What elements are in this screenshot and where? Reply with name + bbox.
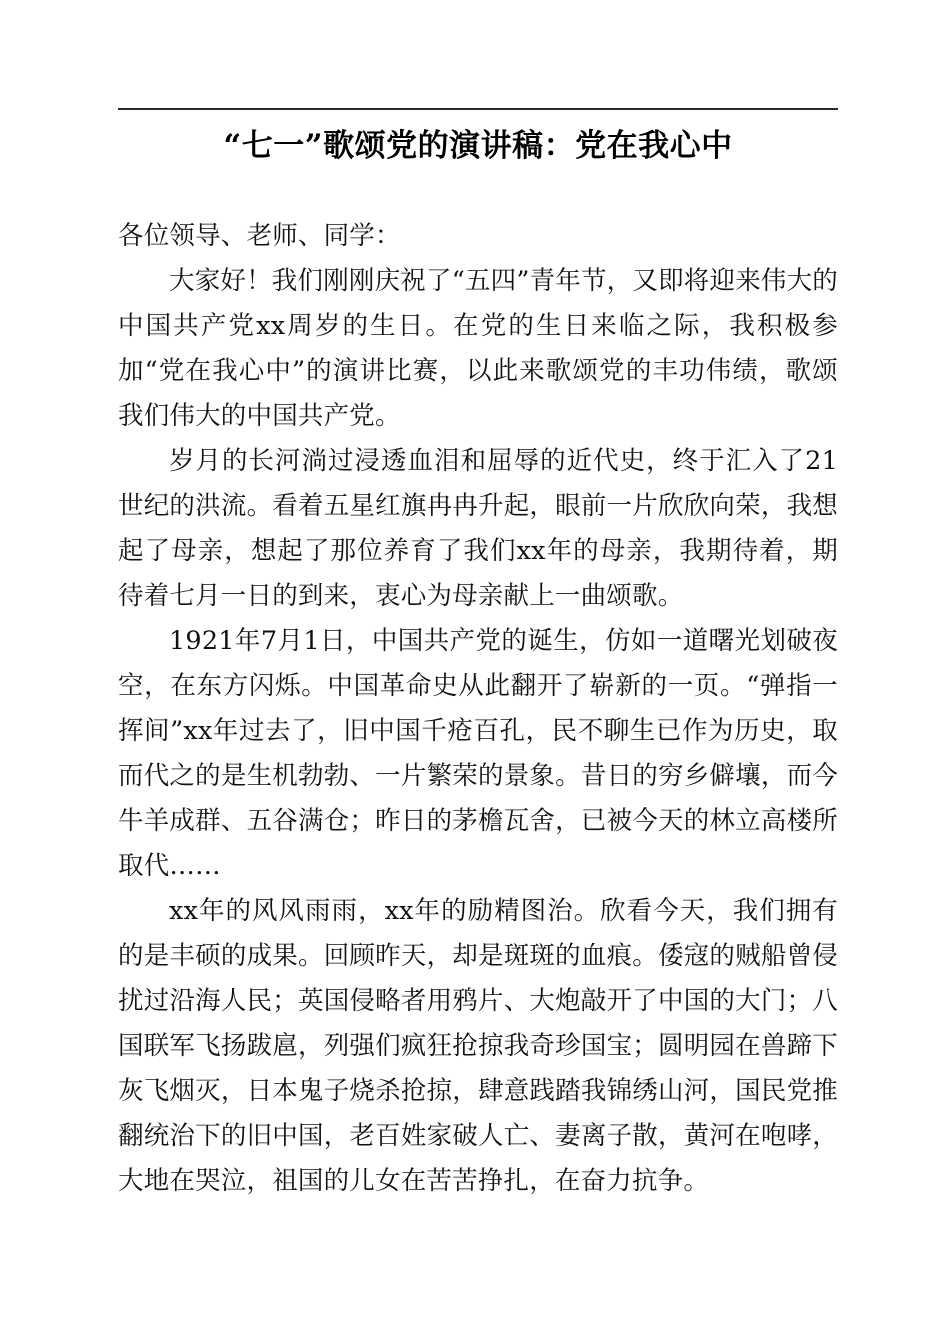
document-body (118, 214, 838, 1204)
paragraph-salutation: 各位领导、老师、同学： (118, 221, 401, 251)
paragraph-founding-1921: 1921年7月1日，中国共产党的诞生，仿如一道曙光划破夜空，在东方闪烁。中国革命史从此翻开了崭新的一页。“弹指一挥间”xx年过去了，旧中国千疮百孔，民不聊生已作为历史，取而代之的是生机勃勃、一片繁荣的景象。昔日的穷乡僻壤，而今牛羊成群、五谷满仓；昨日的茅檐瓦舍，已被今天的林立高楼所取代…… (118, 626, 838, 881)
paragraph-river-of-years: 岁月的长河淌过浸透血泪和屈辱的近代史，终于汇入了21世纪的洪流。看着五星红旗冉冉升起，眼前一片欣欣向荣，我想起了母亲，想起了那位养育了我们xx年的母亲，我期待着，期待着七月一日的到来，衷心为母亲献上一曲颂歌。 (118, 446, 838, 611)
paragraph-greeting: 大家好！我们刚刚庆祝了“五四”青年节，又即将迎来伟大的中国共产党xx周岁的生日。在党的生日来临之际，我积极参加“党在我心中”的演讲比赛，以此来歌颂党的丰功伟绩，歌颂我们伟大的中国共产党。 (118, 266, 838, 431)
paragraph-hardships: xx年的风风雨雨，xx年的励精图治。欣看今天，我们拥有的是丰硕的成果。回顾昨天，却是斑斑的血痕。倭寇的贼船曾侵扰过沿海人民；英国侵略者用鸦片、大炮敲开了中国的大门；八国联军飞扬跋扈，列强们疯狂抢掠我奇珍国宝；圆明园在兽蹄下灰飞烟灭，日本鬼子烧杀抢掠，肆意践踏我锦绣山河，国民党推翻统治下的旧中国，老百姓家破人亡、妻离子散，黄河在咆哮，大地在哭泣，祖国的儿女在苦苦挣扎，在奋力抗争。 (118, 896, 838, 1196)
header-rule-divider (118, 108, 838, 110)
page-title: “七一”歌颂党的演讲稿：党在我心中 (223, 128, 733, 164)
page-content (118, 0, 838, 1204)
